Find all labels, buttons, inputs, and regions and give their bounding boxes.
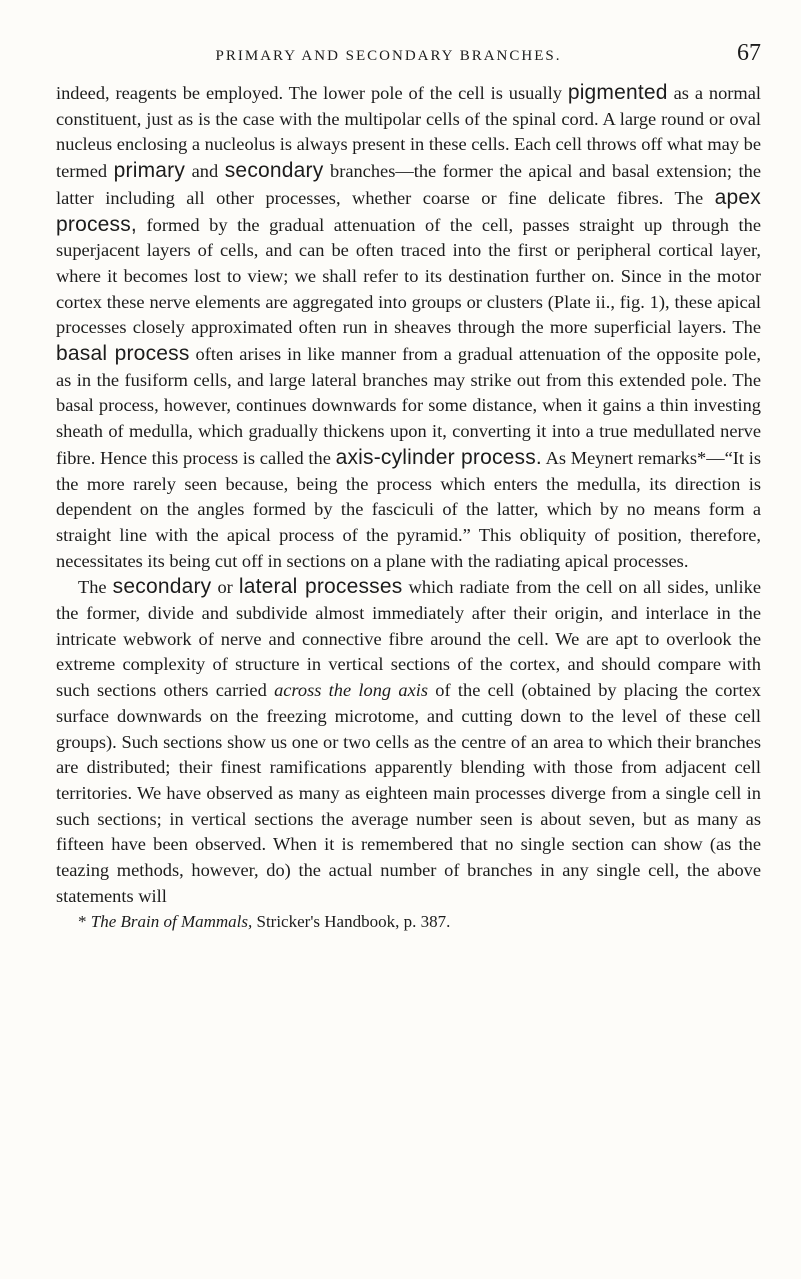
text-run: and [185,161,225,182]
page-header [56,40,761,70]
text-run: branches—the former the apical and basal extension; the latter including all other processes, whether coarse or fine delicate fibres. The [56,161,761,208]
term-secondary: secondary [224,159,324,183]
term-pigmented: pigmented [567,81,668,104]
text-run: or [211,577,239,598]
footnote-citation: Stricker's Handbook, p. 387. [252,911,451,931]
body-text [56,80,761,910]
text-run: The [78,577,113,598]
term-apex-process: apex process, [56,185,761,236]
footnote-title: The Brain of Mammals, [90,911,253,931]
running-head: PRIMARY AND SECONDARY BRANCHES. [215,48,562,64]
term-axis-cylinder-process: axis-cylinder process. [335,445,542,469]
paragraph-2 [56,574,761,909]
text-run: of the cell (obtained by placing the cortex surface downwards on the freezing microtome, and cutting down to the level of these cell groups). Such sections show us one or two cells as the centre of an area to which their branches are distributed; their finest ramifications apparently blending with those from adjacent cell territories. We have observed as many as eighteen main processes diverge from a single cell in such sections; in vertical sections the average number seen is about seven, but as many as fifteen have been observed. When it is remembered that no single section can show (as the teazing methods, however, do) the actual number of branches in any single cell, the above statements will [56,680,761,906]
text-run: as a normal constituent, just as is the case with the multipolar cells of the spinal cord. A large round or oval nucleus enclosing a nucleolus is always present in these cells. Each cell throws off what may be termed [56,83,761,182]
italic-phrase: across the long axis [274,680,429,701]
paragraph-1 [56,80,761,574]
term-primary: primary [113,159,186,183]
page-number: 67 [737,40,761,66]
text-run: formed by the gradual attenuation of the cell, passes straight up through the superjacent layers of cells, and can be often traced into the first or peripheral cortical layer, where it becomes lost to view; we shall refer to its destination further on. Since in the motor cortex these nerve elements are aggregated into groups or clusters (Plate ii., fig. 1), these apical processes closely approximated often run in sheaves through the more superficial layers. The [56,214,761,338]
term-lateral-processes: lateral processes [238,575,403,599]
term-basal-process: basal process [56,342,190,366]
text-run: indeed, reagents be employed. The lower pole of the cell is usually [56,83,568,103]
footnote [56,910,761,933]
text-run: which radiate from the cell on all sides, unlike the former, divide and subdivide almost immediately after their origin, and interlace in the intricate webwork of nerve and connective fibre around the cell. We are apt to overlook the extreme complexity of structure in vertical sections of the cortex, and should compare with such sections others carried [56,577,761,701]
text-run: often arises in like manner from a gradual attenuation of the opposite pole, as in the fusiform cells, and large lateral branches may strike out from this extended pole. The basal process, however, continues downwards for some distance, when it gains a thin investing sheath of medulla, which gradually thickens upon it, converting it into a true medullated nerve fibre. Hence this process is called the [56,344,761,468]
term-secondary: secondary [112,575,212,599]
text-run: As Meynert remarks*—“It is the more rarely seen because, being the process which enters the medulla, its direction is dependent on the angles formed by the fasciculi of the latter, which by no means form a straight line with the apical process of the pyramid.” This obliquity of position, therefore, necessitates its being cut off in sections on a plane with the radiating apical processes. [56,447,761,571]
footnote-marker: * [78,911,91,931]
